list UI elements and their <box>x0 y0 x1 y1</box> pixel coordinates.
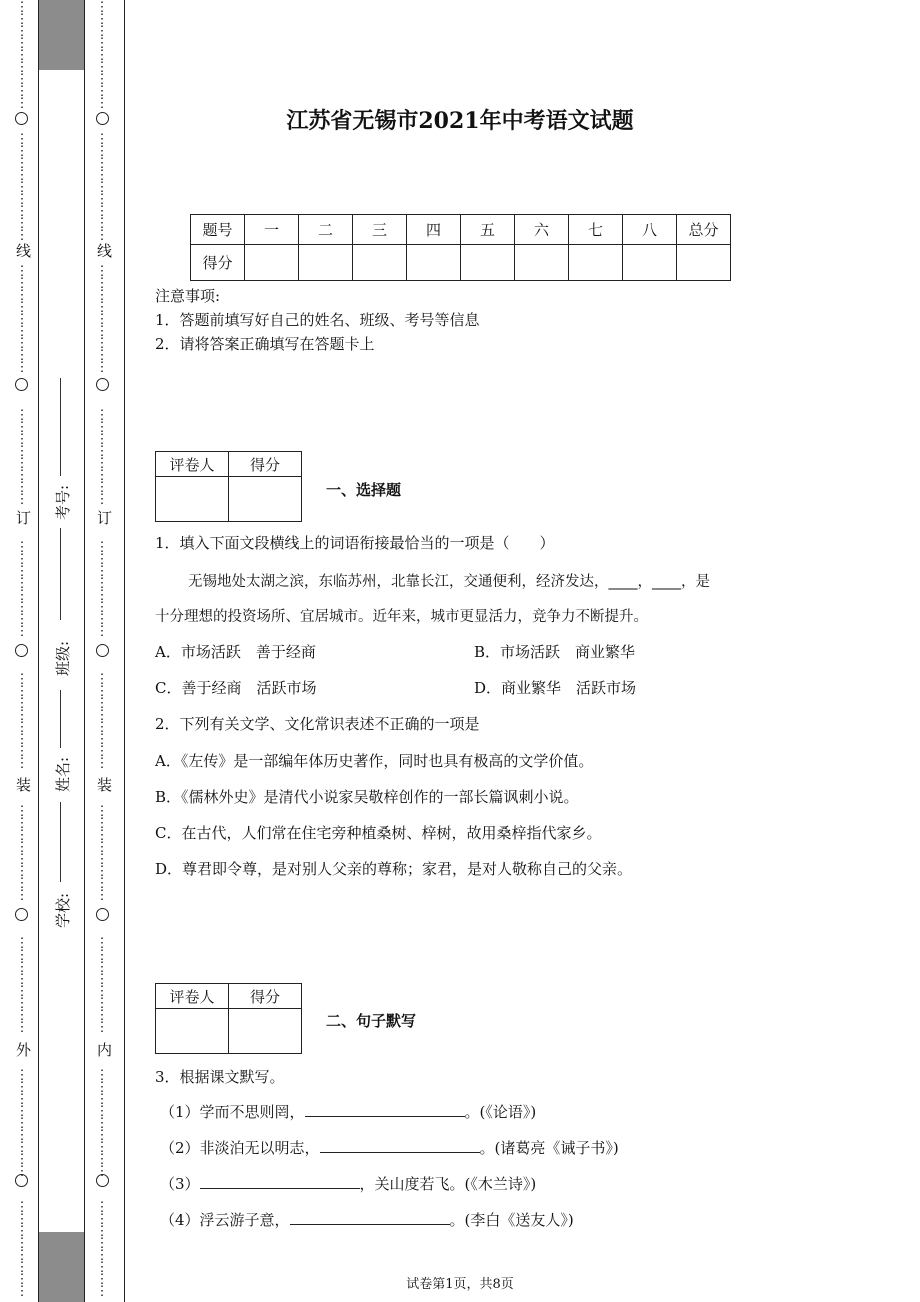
notes-heading: 注意事项: <box>155 287 221 305</box>
dot-mark: ⋮ <box>15 936 29 951</box>
dot-mark: ⋮ <box>15 360 29 375</box>
question-stem: 2．下列有关文学、文化常识表述不正确的一项是 <box>155 715 480 733</box>
dot-mark: ⋮ <box>95 1164 109 1179</box>
outer-mark-outside: 外 <box>14 1042 32 1057</box>
dot-mark: ⋮ <box>95 804 109 819</box>
fill-blank-suffix: 。(《论语》) <box>464 1103 537 1121</box>
dot-mark: ⋮ <box>95 432 109 447</box>
dot-mark: ⋮ <box>95 468 109 483</box>
dot-mark: ⋮ <box>95 612 109 627</box>
dot-mark: ⋮ <box>15 696 29 711</box>
dot-mark: ⋮ <box>95 300 109 315</box>
notes-item: 1．答题前填写好自己的姓名、班级、考号等信息 <box>155 311 480 329</box>
dot-mark: ⋮ <box>95 420 109 435</box>
dot-mark: ⋮ <box>95 1236 109 1251</box>
dot-mark: ⋮ <box>95 948 109 963</box>
inner-mark-staple: 装 <box>95 777 113 792</box>
inner-mark-inside: 内 <box>95 1042 113 1057</box>
exam-number-label: 考号: <box>54 484 72 520</box>
dot-mark: ⋮ <box>95 144 109 159</box>
grader-box <box>155 451 302 522</box>
dot-mark: ⋮ <box>95 552 109 567</box>
notes-item: 2．请将答案正确填写在答题卡上 <box>155 335 375 353</box>
dot-mark: ⋮ <box>15 48 29 63</box>
score-cell: 一 <box>245 215 299 245</box>
dot-mark: ⋮ <box>95 1284 109 1299</box>
dot-mark: ⋮ <box>95 228 109 243</box>
score-input-cell[interactable] <box>299 245 353 281</box>
dot-mark: ⋮ <box>15 312 29 327</box>
dot-mark: ⋮ <box>15 492 29 507</box>
hole-circle <box>15 378 28 391</box>
answer-option[interactable]: B．《儒林外史》是清代小说家吴敬梓创作的一部长篇讽刺小说。 <box>155 788 579 806</box>
dot-mark: ⋮ <box>95 864 109 879</box>
class-field[interactable] <box>60 528 61 620</box>
question-passage: 无锡地处太湖之滨，东临苏州，北靠长江，交通便利，经济发达，____，____，是 <box>188 574 710 590</box>
answer-blank[interactable] <box>200 1174 360 1189</box>
dot-mark: ⋮ <box>15 948 29 963</box>
dot-mark: ⋮ <box>95 36 109 51</box>
dot-mark: ⋮ <box>95 1116 109 1131</box>
hole-circle <box>15 1174 28 1187</box>
fill-blank-line <box>160 1137 619 1158</box>
dot-mark: ⋮ <box>15 612 29 627</box>
name-field[interactable] <box>60 690 61 748</box>
dot-mark: ⋮ <box>95 180 109 195</box>
dot-mark: ⋮ <box>15 156 29 171</box>
dot-mark: ⋮ <box>15 540 29 555</box>
answer-option[interactable]: B．市场活跃 商业繁华 <box>474 643 636 661</box>
dot-mark: ⋮ <box>95 348 109 363</box>
grader-label: 评卷人 <box>156 452 229 477</box>
class-label: 班级: <box>54 640 72 676</box>
dot-mark: ⋮ <box>15 0 29 15</box>
dot-mark: ⋮ <box>15 1224 29 1239</box>
dot-mark: ⋮ <box>95 408 109 423</box>
dot-mark: ⋮ <box>95 564 109 579</box>
outer-mark-line: 线 <box>14 243 32 258</box>
score-table <box>190 214 731 281</box>
score-input-cell[interactable] <box>407 245 461 281</box>
answer-blank[interactable] <box>320 1138 480 1153</box>
answer-option[interactable]: D．商业繁华 活跃市场 <box>474 679 637 697</box>
dot-mark: ⋮ <box>95 828 109 843</box>
dot-mark: ⋮ <box>95 960 109 975</box>
dot-mark: ⋮ <box>95 840 109 855</box>
grader-score-input[interactable] <box>229 477 302 522</box>
fill-blank-prefix: （1）学而不思则罔， <box>160 1103 305 1121</box>
dot-mark: ⋮ <box>95 444 109 459</box>
dot-mark: ⋮ <box>95 540 109 555</box>
grader-score-label: 得分 <box>229 984 302 1009</box>
fill-blank-suffix: ，关山度若飞。(《木兰诗》) <box>359 1175 537 1193</box>
dot-mark: ⋮ <box>15 60 29 75</box>
dot-mark: ⋮ <box>95 324 109 339</box>
grader-label: 评卷人 <box>156 984 229 1009</box>
dot-mark: ⋮ <box>15 684 29 699</box>
dot-mark: ⋮ <box>15 36 29 51</box>
dot-mark: ⋮ <box>95 24 109 39</box>
dot-mark: ⋮ <box>95 48 109 63</box>
score-table-score-row <box>191 245 731 281</box>
dot-mark: ⋮ <box>95 1020 109 1035</box>
score-input-cell[interactable] <box>353 245 407 281</box>
page-border <box>124 0 125 1302</box>
dot-mark: ⋮ <box>95 852 109 867</box>
score-input-cell[interactable] <box>569 245 623 281</box>
dot-mark: ⋮ <box>95 888 109 903</box>
dot-mark: ⋮ <box>95 276 109 291</box>
dot-mark: ⋮ <box>15 348 29 363</box>
dot-mark: ⋮ <box>15 1092 29 1107</box>
question-stem: 3．根据课文默写。 <box>155 1068 285 1086</box>
dot-mark: ⋮ <box>15 192 29 207</box>
dot-mark: ⋮ <box>15 324 29 339</box>
score-cell: 二 <box>299 215 353 245</box>
dot-mark: ⋮ <box>15 168 29 183</box>
dot-mark: ⋮ <box>95 744 109 759</box>
score-row-label: 得分 <box>191 245 245 281</box>
dot-mark: ⋮ <box>15 744 29 759</box>
hole-circle <box>96 1174 109 1187</box>
dot-mark: ⋮ <box>15 1080 29 1095</box>
dot-mark: ⋮ <box>95 588 109 603</box>
grader-score-label: 得分 <box>229 452 302 477</box>
dot-mark: ⋮ <box>95 1080 109 1095</box>
dot-mark: ⋮ <box>95 1104 109 1119</box>
dot-mark: ⋮ <box>15 588 29 603</box>
page-title: 江苏省无锡市2021年中考语文试题 <box>286 108 634 134</box>
dot-mark: ⋮ <box>15 828 29 843</box>
dot-mark: ⋮ <box>95 360 109 375</box>
fill-blank-line <box>160 1173 536 1194</box>
dot-mark: ⋮ <box>95 1224 109 1239</box>
dot-mark: ⋮ <box>15 132 29 147</box>
answer-blank[interactable] <box>290 1210 450 1225</box>
dot-mark: ⋮ <box>95 684 109 699</box>
score-cell: 五 <box>461 215 515 245</box>
dot-mark: ⋮ <box>15 456 29 471</box>
hole-circle <box>96 644 109 657</box>
dot-mark: ⋮ <box>95 216 109 231</box>
dot-mark: ⋮ <box>95 696 109 711</box>
dot-mark: ⋮ <box>15 600 29 615</box>
dot-mark: ⋮ <box>95 732 109 747</box>
outer-mark-bind: 订 <box>14 510 32 525</box>
dot-mark: ⋮ <box>15 708 29 723</box>
dot-mark: ⋮ <box>15 1020 29 1035</box>
dot-mark: ⋮ <box>95 288 109 303</box>
fill-blank-line <box>160 1101 536 1122</box>
dot-mark: ⋮ <box>95 600 109 615</box>
dot-mark: ⋮ <box>15 144 29 159</box>
answer-option[interactable]: C．在古代，人们常在住宅旁种植桑树、梓树，故用桑梓指代家乡。 <box>155 824 602 842</box>
dot-mark: ⋮ <box>15 180 29 195</box>
grader-box <box>155 983 302 1054</box>
dot-mark: ⋮ <box>15 624 29 639</box>
score-cell: 八 <box>623 215 677 245</box>
answer-blank[interactable] <box>305 1102 465 1117</box>
grader-score-input[interactable] <box>229 1009 302 1054</box>
dot-mark: ⋮ <box>95 1248 109 1263</box>
dot-mark: ⋮ <box>95 0 109 15</box>
hole-circle <box>15 908 28 921</box>
dot-mark: ⋮ <box>95 96 109 111</box>
dot-mark: ⋮ <box>15 216 29 231</box>
dot-mark: ⋮ <box>95 60 109 75</box>
fill-blank-prefix: （3） <box>160 1175 200 1193</box>
dot-mark: ⋮ <box>95 1008 109 1023</box>
dot-mark: ⋮ <box>15 420 29 435</box>
fill-blank-line <box>160 1209 574 1230</box>
score-input-cell[interactable] <box>623 245 677 281</box>
dot-mark: ⋮ <box>15 732 29 747</box>
dot-mark: ⋮ <box>95 84 109 99</box>
hole-circle <box>96 908 109 921</box>
dot-mark: ⋮ <box>95 816 109 831</box>
dot-mark: ⋮ <box>95 720 109 735</box>
dot-mark: ⋮ <box>15 1236 29 1251</box>
hole-circle <box>15 644 28 657</box>
score-cell: 题号 <box>191 215 245 245</box>
dot-mark: ⋮ <box>95 1068 109 1083</box>
score-input-cell[interactable] <box>515 245 569 281</box>
answer-option[interactable]: D．尊君即令尊，是对别人父亲的尊称；家君，是对人敬称自己的父亲。 <box>155 860 633 878</box>
dot-mark: ⋮ <box>15 468 29 483</box>
dot-mark: ⋮ <box>15 12 29 27</box>
fill-blank-suffix: 。(诸葛亮《诫子书》) <box>479 1139 619 1157</box>
dot-mark: ⋮ <box>15 840 29 855</box>
school-label: 学校: <box>54 892 72 928</box>
dot-mark: ⋮ <box>95 1140 109 1155</box>
inner-mark-bind: 订 <box>95 510 113 525</box>
binding-bar-top <box>38 0 84 70</box>
dot-mark: ⋮ <box>95 456 109 471</box>
school-field[interactable] <box>60 802 61 882</box>
dot-mark: ⋮ <box>95 756 109 771</box>
dot-mark: ⋮ <box>15 1212 29 1227</box>
dot-mark: ⋮ <box>15 72 29 87</box>
dot-mark: ⋮ <box>95 984 109 999</box>
dot-mark: ⋮ <box>15 336 29 351</box>
score-cell: 六 <box>515 215 569 245</box>
question-stem: 1．填入下面文段横线上的词语衔接最恰当的一项是（ ） <box>155 534 555 552</box>
dot-mark: ⋮ <box>95 1092 109 1107</box>
dot-mark: ⋮ <box>15 972 29 987</box>
dot-mark: ⋮ <box>15 576 29 591</box>
dot-mark: ⋮ <box>15 1200 29 1215</box>
grader-input[interactable] <box>156 1009 229 1054</box>
score-cell: 七 <box>569 215 623 245</box>
dot-mark: ⋮ <box>95 12 109 27</box>
fill-blank-prefix: （2）非淡泊无以明志， <box>160 1139 320 1157</box>
binding-border-left <box>38 0 39 1302</box>
dot-mark: ⋮ <box>15 1164 29 1179</box>
dot-mark: ⋮ <box>95 168 109 183</box>
score-input-cell[interactable] <box>461 245 515 281</box>
dot-mark: ⋮ <box>15 960 29 975</box>
dot-mark: ⋮ <box>15 228 29 243</box>
fill-blank-prefix: （4）浮云游子意， <box>160 1211 290 1229</box>
dot-mark: ⋮ <box>95 1200 109 1215</box>
dot-mark: ⋮ <box>15 1128 29 1143</box>
dot-mark: ⋮ <box>95 72 109 87</box>
dot-mark: ⋮ <box>15 876 29 891</box>
dot-mark: ⋮ <box>15 444 29 459</box>
dot-mark: ⋮ <box>95 492 109 507</box>
outer-mark-staple: 装 <box>14 777 32 792</box>
grader-input[interactable] <box>156 477 229 522</box>
dot-mark: ⋮ <box>15 552 29 567</box>
dot-mark: ⋮ <box>95 624 109 639</box>
dot-mark: ⋮ <box>15 996 29 1011</box>
dot-mark: ⋮ <box>15 1116 29 1131</box>
answer-option[interactable]: A．市场活跃 善于经商 <box>155 643 316 661</box>
dot-mark: ⋮ <box>15 96 29 111</box>
dot-mark: ⋮ <box>95 480 109 495</box>
dot-mark: ⋮ <box>15 1284 29 1299</box>
score-table-header-row <box>191 215 731 245</box>
dot-mark: ⋮ <box>15 804 29 819</box>
dot-mark: ⋮ <box>15 1068 29 1083</box>
dot-mark: ⋮ <box>95 1212 109 1227</box>
dot-mark: ⋮ <box>95 972 109 987</box>
dot-mark: ⋮ <box>15 852 29 867</box>
fill-blank-suffix: 。(李白《送友人》) <box>449 1211 574 1229</box>
dot-mark: ⋮ <box>95 312 109 327</box>
dot-mark: ⋮ <box>95 1272 109 1287</box>
score-input-cell[interactable] <box>677 245 731 281</box>
name-label: 姓名: <box>54 756 72 792</box>
dot-mark: ⋮ <box>95 996 109 1011</box>
dot-mark: ⋮ <box>95 132 109 147</box>
dot-mark: ⋮ <box>15 864 29 879</box>
dot-mark: ⋮ <box>95 936 109 951</box>
inner-mark-line: 线 <box>95 243 113 258</box>
dot-mark: ⋮ <box>15 1008 29 1023</box>
dot-mark: ⋮ <box>95 1260 109 1275</box>
binding-border-right <box>84 0 85 1302</box>
dot-mark: ⋮ <box>15 720 29 735</box>
dot-mark: ⋮ <box>15 480 29 495</box>
dot-mark: ⋮ <box>15 84 29 99</box>
dot-mark: ⋮ <box>95 576 109 591</box>
dot-mark: ⋮ <box>95 156 109 171</box>
dot-mark: ⋮ <box>15 1272 29 1287</box>
dot-mark: ⋮ <box>95 876 109 891</box>
exam-number-field[interactable] <box>60 378 61 476</box>
page-footer: 试卷第1页，共8页 <box>406 1277 514 1292</box>
dot-mark: ⋮ <box>95 1152 109 1167</box>
dot-mark: ⋮ <box>15 1248 29 1263</box>
dot-mark: ⋮ <box>15 408 29 423</box>
dot-mark: ⋮ <box>95 264 109 279</box>
dot-mark: ⋮ <box>15 276 29 291</box>
answer-option[interactable]: C．善于经商 活跃市场 <box>155 679 317 697</box>
score-cell: 总分 <box>677 215 731 245</box>
dot-mark: ⋮ <box>15 984 29 999</box>
dot-mark: ⋮ <box>15 204 29 219</box>
dot-mark: ⋮ <box>95 192 109 207</box>
dot-mark: ⋮ <box>15 24 29 39</box>
dot-mark: ⋮ <box>15 1260 29 1275</box>
dot-mark: ⋮ <box>15 888 29 903</box>
dot-mark: ⋮ <box>15 300 29 315</box>
dot-mark: ⋮ <box>15 264 29 279</box>
dot-mark: ⋮ <box>15 756 29 771</box>
answer-option[interactable]: A．《左传》是一部编年体历史著作，同时也具有极高的文学价值。 <box>155 752 594 770</box>
dot-mark: ⋮ <box>95 336 109 351</box>
dot-mark: ⋮ <box>15 1140 29 1155</box>
score-cell: 三 <box>353 215 407 245</box>
dot-mark: ⋮ <box>95 1128 109 1143</box>
dot-mark: ⋮ <box>95 672 109 687</box>
hole-circle <box>96 378 109 391</box>
dot-mark: ⋮ <box>95 708 109 723</box>
dot-mark: ⋮ <box>15 1152 29 1167</box>
dot-mark: ⋮ <box>15 288 29 303</box>
section-title: 一、选择题 <box>326 481 402 499</box>
dot-mark: ⋮ <box>95 204 109 219</box>
dot-mark: ⋮ <box>15 432 29 447</box>
dot-mark: ⋮ <box>15 564 29 579</box>
score-input-cell[interactable] <box>245 245 299 281</box>
dot-mark: ⋮ <box>15 672 29 687</box>
score-cell: 四 <box>407 215 461 245</box>
question-passage: 十分理想的投资场所、宜居城市。近年来，城市更显活力，竞争力不断提升。 <box>155 609 648 625</box>
dot-mark: ⋮ <box>15 816 29 831</box>
section-title: 二、句子默写 <box>326 1012 417 1030</box>
dot-mark: ⋮ <box>15 1104 29 1119</box>
